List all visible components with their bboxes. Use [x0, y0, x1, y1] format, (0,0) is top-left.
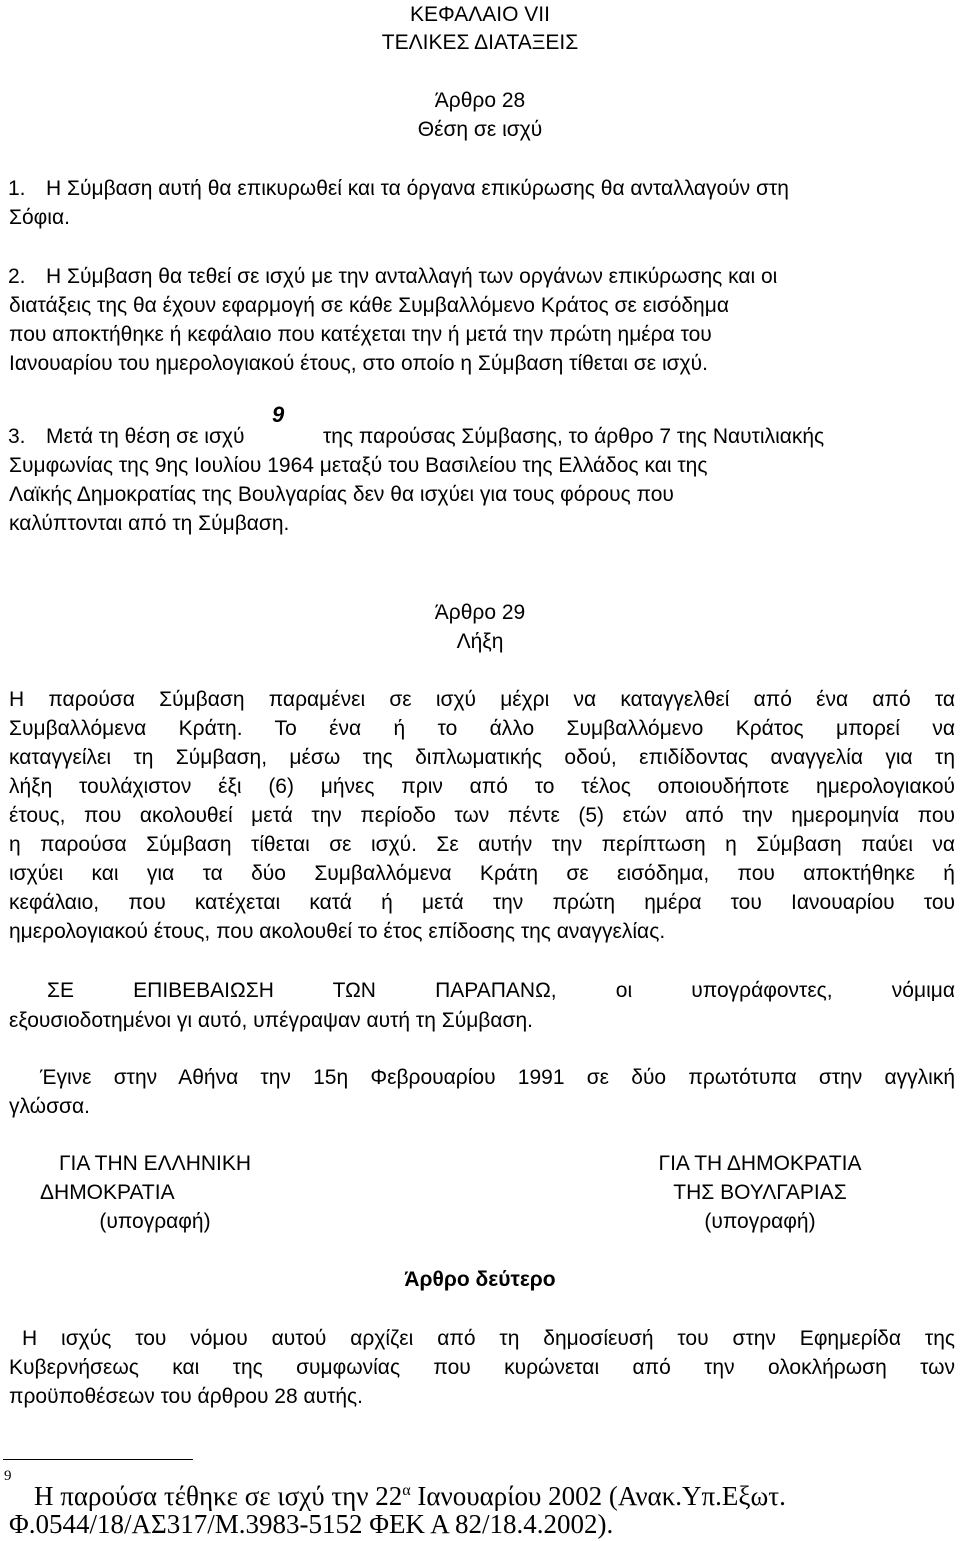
article-second-line: Η ισχύς του νόμου αυτού αρχίζει από τη δημοσίευσή του στην Εφημερίδα της: [22, 1327, 955, 1350]
article-29-line: καταγγείλει τη Σύμβαση, μέσω της διπλωματικής οδού, επιδίδοντας αναγγελία για τη: [9, 746, 955, 769]
article-29-line: έτους, που ακολουθεί μετά την περίοδο των πέντε (5) ετών από την ημερομηνία που: [9, 804, 955, 827]
witness-line: ΣΕ ΕΠΙΒΕΒΑΙΩΣΗ ΤΩΝ ΠΑΡΑΠΑΝΩ, οι υπογράφοντες, νόμιμα: [47, 979, 955, 1002]
footnote-marker: 9: [4, 1468, 12, 1484]
article-29-line: ισχύει και για τα δύο Συμβαλλόμενα Κράτη σε εισόδημα, που αποκτήθηκε ή: [9, 862, 955, 885]
witness-line: εξουσιοδοτημένοι γι αυτό, υπέγραψαν αυτή τη Σύμβαση.: [9, 1009, 533, 1032]
chapter-title: ΤΕΛΙΚΕΣ ΔΙΑΤΑΞΕΙΣ: [381, 31, 579, 54]
article-29-line: κεφάλαιο, που κατέχεται κατά ή μετά την πρώτη ημέρα του Ιανουαρίου του: [9, 891, 955, 914]
signature-party-line: ΤΗΣ ΒΟΥΛΓΑΡΙΑΣ: [673, 1181, 847, 1204]
chapter-number: ΚΕΦΑΛΑΙΟ VII: [410, 3, 550, 26]
paragraph-3-line: Μετά τη θέση σε ισχύ: [46, 425, 245, 448]
paragraph-number: 2.: [8, 265, 26, 288]
paragraph-1-line: Η Σύμβαση αυτή θα επικυρωθεί και τα όργανα επικύρωσης θα ανταλλαγούν στη: [46, 177, 789, 200]
article-29-heading: Άρθρο 29: [434, 601, 526, 624]
article-second-line: προϋποθέσεων του άρθρου 28 αυτής.: [9, 1385, 364, 1408]
done-at-line: γλώσσα.: [9, 1095, 90, 1118]
signature-placeholder: (υπογραφή): [99, 1210, 211, 1233]
article-29-line: Συμβαλλόμενα Κράτη. Το ένα ή το άλλο Συμβαλλόμενο Κράτος μπορεί να: [9, 717, 955, 740]
paragraph-2-line: διατάξεις της θα έχουν εφαρμογή σε κάθε Συμβαλλόμενο Κράτος σε εισόδημα: [9, 294, 729, 317]
article-29-line: Η παρούσα Σύμβαση παραμένει σε ισχύ μέχρι να καταγγελθεί από ένα από τα: [9, 688, 955, 711]
paragraph-3-line: καλύπτονται από τη Σύμβαση.: [9, 512, 290, 535]
article-second-body: [22, 1324, 955, 1353]
paragraph-3-line: Συμφωνίας της 9ης Ιουλίου 1964 μεταξύ του Βασιλείου της Ελλάδος και της: [9, 454, 708, 477]
paragraph-3-line: Λαϊκής Δημοκρατίας της Βουλγαρίας δεν θα ισχύει για τους φόρους που: [9, 483, 674, 506]
paragraph-2-line: Η Σύμβαση θα τεθεί σε ισχύ με την ανταλλαγή των οργάνων επικύρωσης και οι: [46, 265, 778, 288]
article-28-title: Θέση σε ισχύ: [417, 118, 543, 141]
signature-block-left: [20, 1149, 290, 1236]
signature-party-line: ΔΗΜΟΚΡΑΤΙΑ: [40, 1181, 175, 1204]
done-at-line: Έγινε στην Αθήνα την 15η Φεβρουαρίου 1991 σε δύο πρωτότυπα στην αγγλική: [40, 1066, 955, 1089]
footnote-line: Φ.0544/18/ΑΣ317/Μ.3983-5152 ΦΕΚ Α 82/18.4.2002).: [9, 1509, 614, 1539]
paragraph-1-line: Σόφια.: [9, 206, 70, 229]
article-29-title: Λήξη: [456, 630, 504, 653]
article-29-line: η παρούσα Σύμβαση τίθεται σε ισχύ. Σε αυτήν την περίπτωση η Σύμβαση παύει να: [9, 833, 955, 856]
signature-party-line: ΓΙΑ ΤΗ ΔΗΜΟΚΡΑΤΙΑ: [658, 1152, 862, 1175]
article-29-line: λήξη τουλάχιστον έξι (6) μήνες πριν από το τέλος οποιουδήποτε ημερολογιακού: [9, 775, 955, 798]
paragraph-number: 1.: [8, 177, 26, 200]
article-29-body: [9, 685, 955, 946]
article-28-heading: Άρθρο 28: [434, 89, 526, 112]
footnote-superscript: α: [402, 1482, 411, 1499]
footnote-text: Η παρούσα τέθηκε σε ισχύ την 22: [34, 1481, 403, 1511]
article-29-line: ημερολογιακού έτους, που ακολουθεί το έτος επίδοσης της αναγγελίας.: [9, 920, 666, 943]
done-at-clause: [40, 1063, 955, 1092]
paragraph-2-line: Ιανουαρίου του ημερολογιακού έτους, στο οποίο η Σύμβαση τίθεται σε ισχύ.: [9, 352, 708, 375]
footnote-text: Ιανουαρίου 2002 (Ανακ.Υπ.Εξωτ.: [417, 1481, 786, 1511]
footnote-reference[interactable]: 9: [272, 402, 285, 427]
witness-clause: [47, 976, 955, 1005]
signature-placeholder: (υπογραφή): [704, 1210, 816, 1233]
paragraph-3-line: της παρούσας Σύμβασης, το άρθρο 7 της Ναυτιλιακής: [323, 425, 825, 448]
paragraph-2-line: που αποκτήθηκε ή κεφάλαιο που κατέχεται την ή μετά την πρώτη ημέρα του: [9, 323, 712, 346]
footnote-divider: [3, 1459, 193, 1460]
signature-party-line: ΓΙΑ ΤΗΝ ΕΛΛΗΝΙΚΗ: [58, 1152, 252, 1175]
signature-block-right: [625, 1149, 895, 1236]
article-second-heading: Άρθρο δεύτερο: [404, 1268, 556, 1291]
article-second-body-cont: [9, 1353, 955, 1382]
paragraph-number: 3.: [8, 425, 26, 448]
article-second-line: Κυβερνήσεως και της συμφωνίας που κυρώνεται από την ολοκλήρωση των: [9, 1356, 955, 1379]
